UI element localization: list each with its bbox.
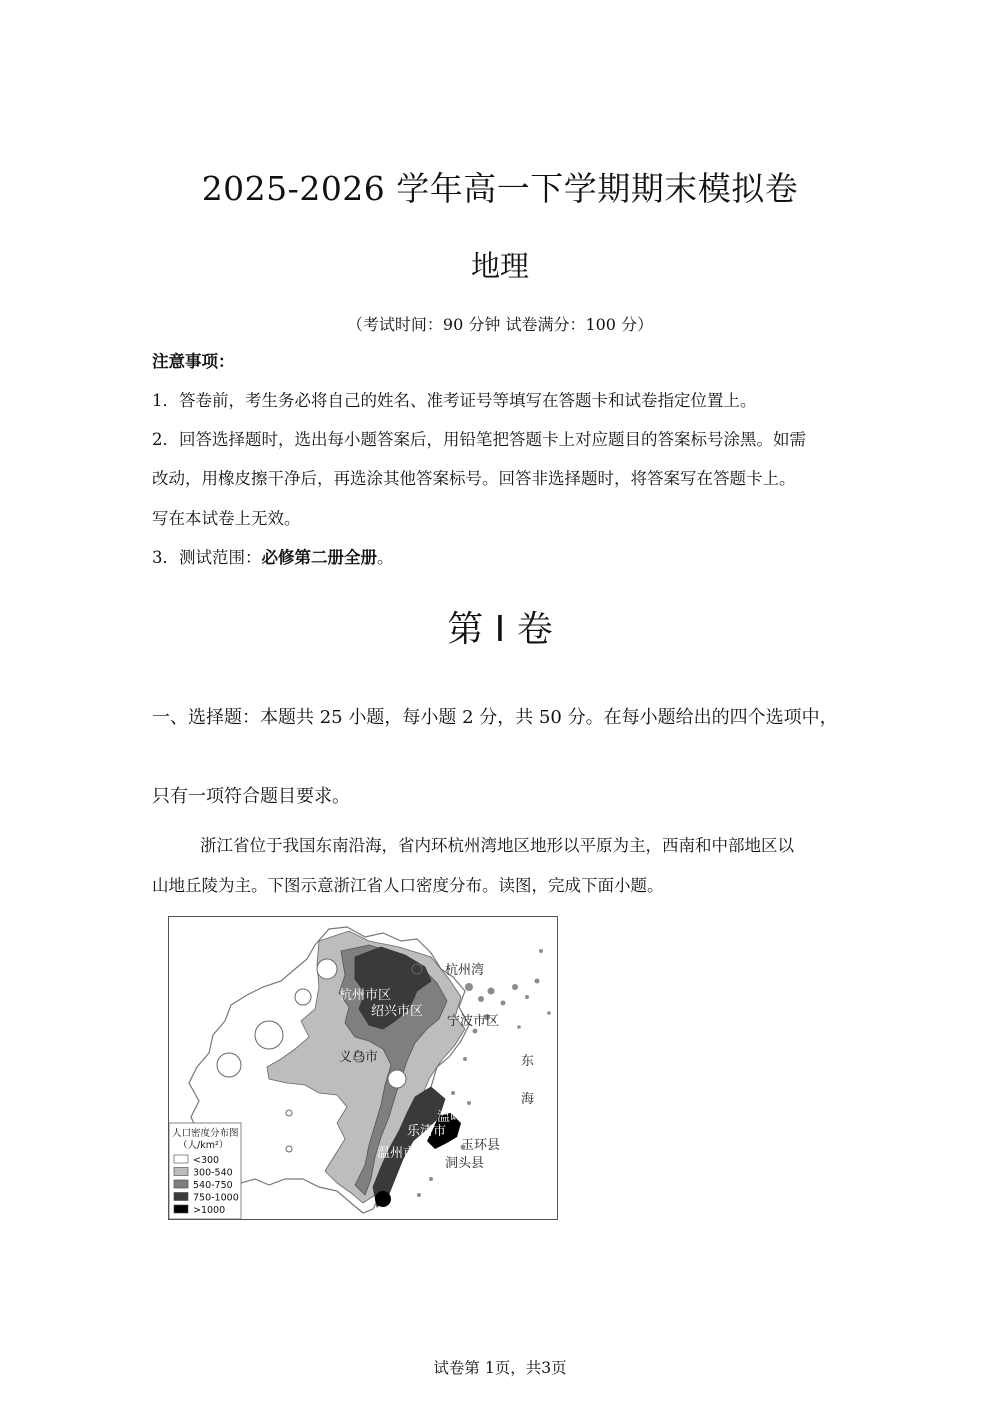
passage-line-1: 浙江省位于我国东南沿海，省内环杭州湾地区地形以平原为主，西南和中部地区以	[200, 836, 794, 855]
label-yuhuan: 玉环县	[461, 1138, 501, 1153]
notice-item-2-line-3: 写在本试卷上无效。	[152, 509, 301, 528]
label-hangzhou-city: 杭州市区	[339, 988, 392, 1003]
label-east: 东	[521, 1054, 535, 1069]
density-zone-over-1000-wenzhou	[375, 1191, 391, 1207]
exam-title: 2025-2026 学年高一下学期期末模拟卷	[201, 169, 799, 208]
notice-item-3-suffix: 。	[377, 548, 394, 567]
section-1-line-1: 一、选择题：本题共 25 小题，每小题 2 分，共 50 分。在每小题给出的四个选项中，	[152, 707, 838, 728]
legend-unit: （人/km²）	[178, 1140, 229, 1151]
exam-info: （考试时间：90 分钟 试卷满分：100 分）	[346, 315, 654, 334]
label-shaoxing-city: 绍兴市区	[371, 1004, 424, 1019]
notice-item-3-scope: 必修第二册全册	[261, 548, 377, 567]
notice-item-3	[152, 546, 394, 570]
label-yiwu: 义乌市	[339, 1050, 379, 1065]
population-density-map	[168, 916, 558, 1220]
legend-swatch	[174, 1168, 188, 1176]
legend-swatch	[174, 1180, 188, 1188]
label-ningbo-city: 宁波市区	[447, 1014, 500, 1029]
notice-heading: 注意事项：	[152, 352, 235, 371]
legend-swatch	[174, 1155, 188, 1163]
label-sea: 海	[521, 1092, 535, 1107]
map-legend	[169, 1123, 241, 1219]
legend-swatch	[174, 1193, 188, 1201]
legend-label: <300	[193, 1155, 220, 1166]
volume-title: 第 Ⅰ 卷	[447, 609, 553, 650]
legend-label: 750-1000	[193, 1192, 239, 1204]
notice-item-2-line-2: 改动，用橡皮擦干净后，再选涂其他答案标号。回答非选择题时，将答案写在答题卡上。	[152, 469, 796, 488]
label-hangzhou-bay: 杭州湾	[445, 963, 485, 978]
section-1-line-2: 只有一项符合题目要求。	[152, 786, 350, 807]
label-yueqing: 乐清市	[407, 1124, 447, 1139]
label-wenling: 温岭市	[437, 1110, 477, 1125]
legend-label: >1000	[193, 1205, 226, 1216]
legend-label: 300-540	[193, 1167, 233, 1179]
legend-title: 人口密度分布图	[172, 1128, 239, 1139]
page-footer: 试卷第 1页，共3页	[433, 1359, 567, 1377]
legend-swatch	[174, 1205, 188, 1213]
passage-line-2: 山地丘陵为主。下图示意浙江省人口密度分布。读图，完成下面小题。	[152, 876, 664, 895]
label-dongtou: 洞头县	[445, 1156, 485, 1171]
legend-label: 540-750	[193, 1180, 233, 1191]
label-wenzhou-city: 温州市区	[377, 1146, 430, 1161]
notice-item-3-prefix: 3．测试范围：	[152, 548, 262, 567]
notice-item-1: 1．答卷前，考生务必将自己的姓名、准考证号等填写在答题卡和试卷指定位置上。	[152, 391, 757, 410]
zhejiang-map-svg	[169, 917, 557, 1219]
subject-title: 地理	[470, 249, 529, 283]
notice-item-2-line-1: 2．回答选择题时，选出每小题答案后，用铅笔把答题卡上对应题目的答案标号涂黑。如需	[152, 430, 806, 449]
